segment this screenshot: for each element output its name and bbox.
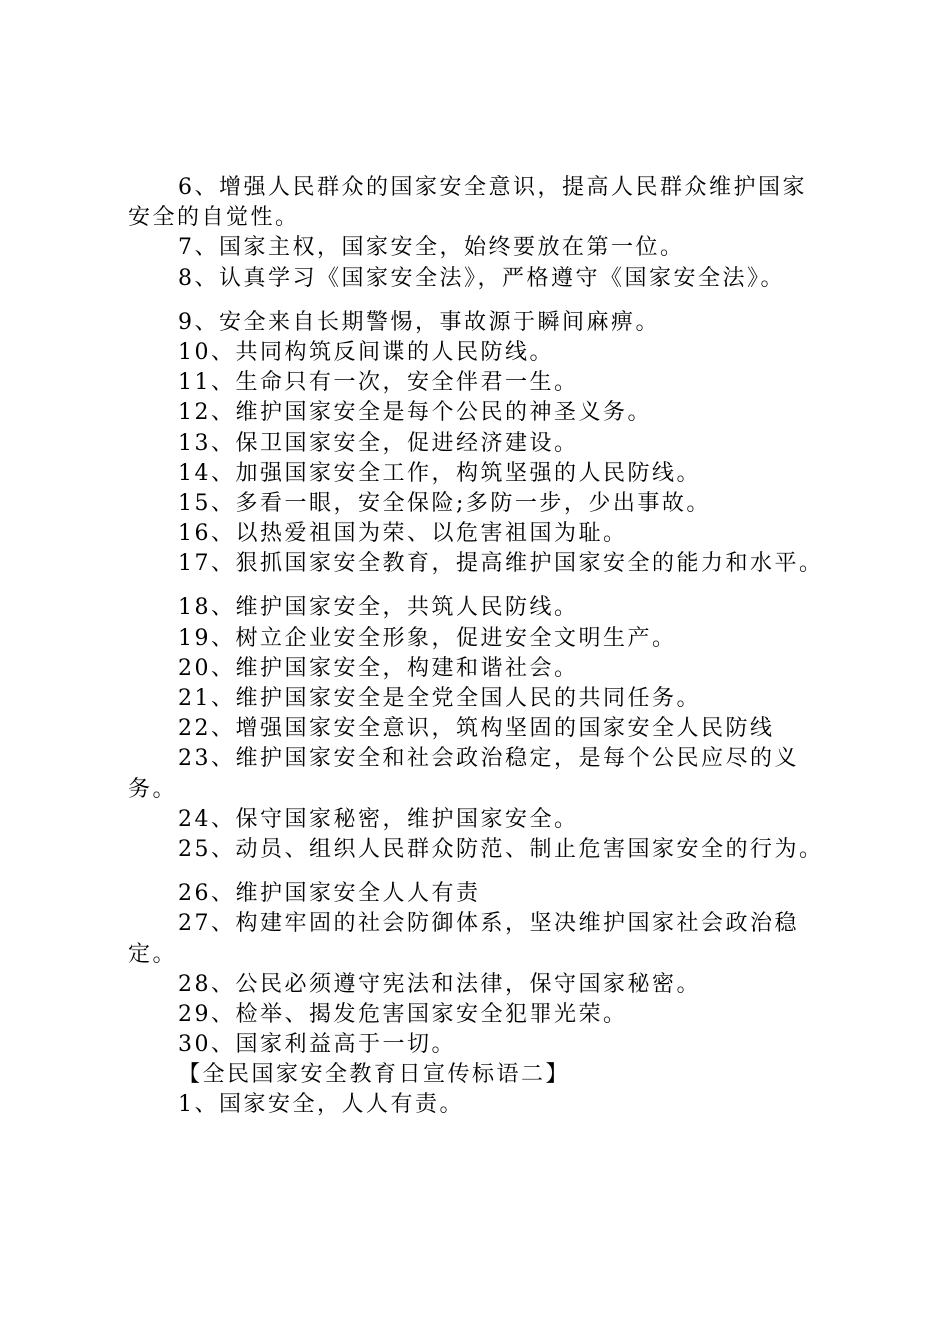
slogan-paragraph xyxy=(128,624,848,654)
paragraph-line: 9、安全来自长期警惕，事故源于瞬间麻痹。 xyxy=(178,309,660,335)
slogan-paragraph xyxy=(128,173,848,233)
paragraph-line: 13、保卫国家安全，促进经济建设。 xyxy=(178,430,579,456)
slogan-paragraph xyxy=(128,429,848,459)
slogan-paragraph xyxy=(128,714,848,744)
paragraph-line: 18、维护国家安全，共筑人民防线。 xyxy=(178,595,579,621)
slogan-paragraph xyxy=(128,805,848,835)
paragraph-line: 16、以热爱祖国为荣、以危害祖国为耻。 xyxy=(178,521,628,547)
paragraph-line: 26、维护国家安全人人有责 xyxy=(178,881,481,907)
slogan-paragraph xyxy=(128,308,848,338)
paragraph-line: 7、国家主权，国家安全，始终要放在第一位。 xyxy=(178,235,685,261)
paragraph-line: 12、维护国家安全是每个公民的神圣义务。 xyxy=(178,400,652,426)
slogan-paragraph xyxy=(128,909,848,969)
slogan-paragraph xyxy=(128,549,848,579)
paragraph-line: 定。 xyxy=(128,941,178,967)
paragraph-line: 29、检举、揭发危害国家安全犯罪光荣。 xyxy=(178,1001,628,1027)
paragraph-line: 11、生命只有一次，安全伴君一生。 xyxy=(178,370,579,396)
paragraph-gap xyxy=(128,865,848,879)
slogan-paragraph xyxy=(128,593,848,623)
paragraph-line: 21、维护国家安全是全党全国人民的共同任务。 xyxy=(178,686,701,711)
slogan-paragraph xyxy=(128,398,848,428)
slogan-paragraph xyxy=(128,684,848,714)
paragraph-line: 28、公民必须遵守宪法和法律，保守国家秘密。 xyxy=(178,971,701,997)
section-heading xyxy=(128,1060,848,1090)
paragraph-line: 19、树立企业安全形象，促进安全文明生产。 xyxy=(178,625,677,651)
paragraph-line: 15、多看一眼，安全保险;多防一步，少出事故。 xyxy=(178,490,711,516)
paragraph-line: 8、认真学习《国家安全法》，严格遵守《国家安全法》。 xyxy=(178,265,785,291)
paragraph-line: 6、增强人民群众的国家安全意识，提高人民群众维护国家 xyxy=(178,175,807,200)
paragraph-line: 10、共同构筑反间谍的人民防线。 xyxy=(178,339,554,365)
slogan-paragraph xyxy=(128,338,848,368)
slogan-paragraph xyxy=(128,1000,848,1030)
slogan-paragraph xyxy=(128,1090,848,1120)
slogan-paragraph xyxy=(128,489,848,519)
paragraph-line: 22、增强国家安全意识，筑构坚固的国家安全人民防线 xyxy=(178,716,775,742)
paragraph-line: 务。 xyxy=(128,776,178,802)
paragraph-line: 14、加强国家安全工作，构筑坚强的人民防线。 xyxy=(178,460,701,486)
slogan-paragraph xyxy=(128,879,848,909)
slogan-paragraph xyxy=(128,459,848,489)
slogan-paragraph xyxy=(128,970,848,1000)
paragraph-line: 1、国家安全，人人有责。 xyxy=(178,1092,464,1118)
paragraph-gap xyxy=(128,294,848,308)
paragraph-line: 30、国家利益高于一切。 xyxy=(178,1032,456,1058)
section-heading-line: 【全民国家安全教育日宣传标语二】 xyxy=(178,1062,571,1088)
slogan-paragraph xyxy=(128,264,848,294)
paragraph-line: 安全的自觉性。 xyxy=(128,205,300,231)
paragraph-gap xyxy=(128,579,848,593)
slogan-paragraph xyxy=(128,368,848,398)
paragraph-line: 27、构建牢固的社会防御体系，坚决维护国家社会政治稳 xyxy=(178,911,799,937)
slogan-paragraph xyxy=(128,654,848,684)
paragraph-line: 23、维护国家安全和社会政治稳定，是每个公民应尽的义 xyxy=(178,746,799,772)
slogan-paragraph xyxy=(128,233,848,263)
slogan-paragraph xyxy=(128,835,848,865)
slogan-paragraph xyxy=(128,744,848,804)
paragraph-line: 24、保守国家秘密，维护国家安全。 xyxy=(178,806,579,832)
paragraph-line: 17、狠抓国家安全教育，提高维护国家安全的能力和水平。 xyxy=(178,551,824,577)
slogan-paragraph xyxy=(128,1030,848,1060)
paragraph-line: 20、维护国家安全，构建和谐社会。 xyxy=(178,655,579,681)
slogan-paragraph xyxy=(128,519,848,549)
document-body xyxy=(128,173,848,1121)
paragraph-line: 25、动员、组织人民群众防范、制止危害国家安全的行为。 xyxy=(178,836,824,862)
